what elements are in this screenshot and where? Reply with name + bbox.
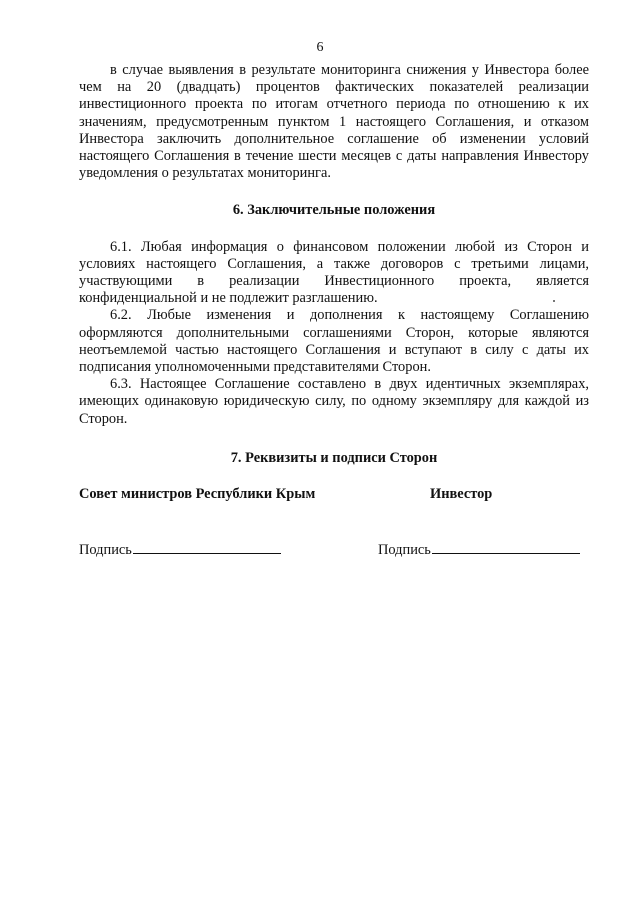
intro-paragraph: в случае выявления в результате мониторинга снижения у Инвестора более чем на 20 (двадцать) процентов фактических показателей реализации инвестиционного проекта по итогам отчетного периода по отношению к их значениям, предусмотренным пунктом 1 настоящего Соглашения, и отказом Инвестора заключить дополнительное соглашение об изменении условий настоящего Соглашения в течение шести месяцев с даты направления Инвестору уведомления о результатах мониторинга. bbox=[79, 62, 589, 182]
section-7-heading: 7. Реквизиты и подписи Сторон bbox=[230, 449, 438, 466]
signature-left bbox=[79, 541, 281, 559]
clause-6-2: 6.2. Любые изменения и дополнения к настоящему Соглашению оформляются дополнительными соглашениями Сторон, которые являются неотъемлемой частью настоящего Соглашения и вступают в силу с даты их подписания уполномоченными представителями Сторон. bbox=[79, 307, 589, 376]
scan-speck bbox=[553, 300, 555, 302]
clause-6-3: 6.3. Настоящее Соглашение составлено в двух идентичных экземплярах, имеющих одинаковую юридическую силу, по одному экземпляру для каждой из Сторон. bbox=[79, 376, 589, 427]
page-number: 6 bbox=[316, 40, 324, 55]
clause-6-1: 6.1. Любая информация о финансовом положении любой из Сторон и условиях настоящего Соглашения, а также договоров с третьими лицами, участвующими в реализации Инвестиционного проекта, является конфиденциальной и не подлежит разглашению. bbox=[79, 238, 589, 307]
section-6-heading: 6. Заключительные положения bbox=[232, 202, 436, 219]
signature-label-right: Подпись bbox=[378, 542, 431, 559]
signature-label-left: Подпись bbox=[79, 542, 132, 559]
signature-line-left bbox=[133, 541, 281, 554]
signature-right bbox=[378, 541, 580, 559]
party-left-name: Совет министров Республики Крым bbox=[79, 486, 316, 503]
signature-line-right bbox=[432, 541, 580, 554]
document-body bbox=[79, 62, 589, 561]
party-right-name: Инвестор bbox=[430, 486, 493, 503]
parties-row bbox=[79, 486, 589, 526]
signatures-row bbox=[79, 541, 589, 561]
